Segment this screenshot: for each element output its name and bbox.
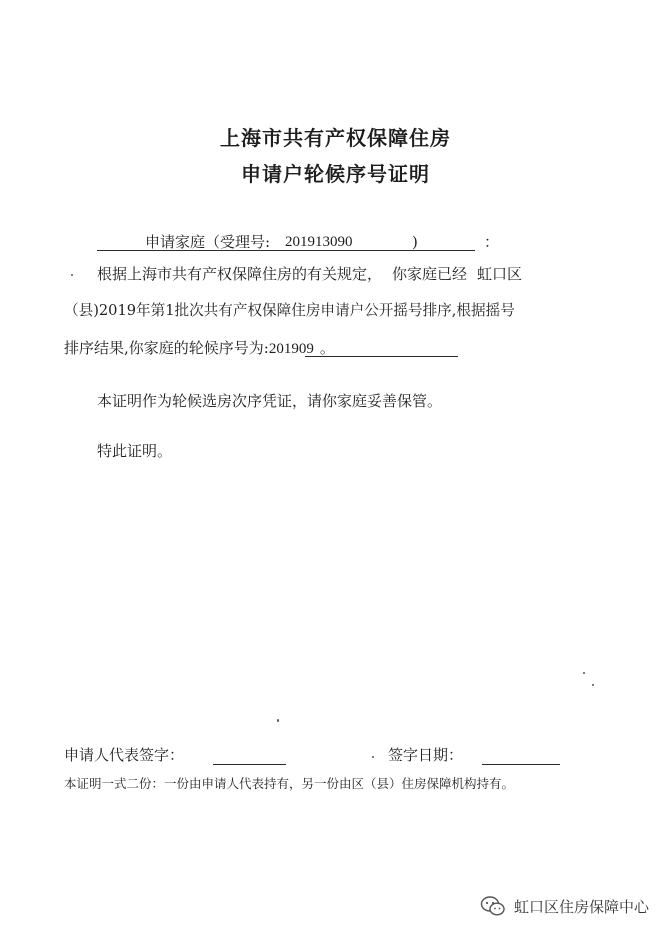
- watermark-text: 虹口区住房保障中心: [514, 897, 650, 916]
- wechat-icon: [480, 895, 506, 917]
- para1-line1: [97, 263, 522, 285]
- queue-underline: [305, 356, 458, 357]
- para1-text-c: 排序结果,你家庭的轮候序号为:: [64, 339, 269, 357]
- addressee-prefix: 申请家庭（受理号:: [145, 233, 271, 251]
- para1-text-a: 根据上海市共有产权保障住房的有关规定，: [97, 265, 383, 283]
- queue-period: 。: [319, 339, 335, 357]
- addressee-colon: ：: [484, 233, 500, 251]
- footnote: 本证明一式二份：一份由申请人代表持有，另一份由区（县）住房保障机构持有。: [64, 776, 515, 791]
- document-title: 上海市共有产权保障住房: [220, 126, 451, 150]
- scan-speck: [583, 672, 585, 674]
- addressee-close: ): [412, 233, 418, 251]
- para1-text-b: 你家庭已经: [392, 265, 468, 283]
- date-underline: [482, 764, 560, 765]
- para3: 特此证明。: [97, 442, 173, 460]
- date-label: 签字日期：: [388, 746, 464, 764]
- scan-speck: [592, 684, 594, 686]
- signature-label: 申请人代表签字：: [64, 746, 185, 764]
- scan-speck: [277, 719, 279, 722]
- para2: 本证明作为轮候选房次序凭证，请你家庭妥善保管。: [97, 392, 443, 410]
- scan-speck: [372, 756, 374, 758]
- para1-line2: （县)2019年第1批次共有产权保障住房申请户公开摇号排序,根据摇号: [64, 302, 515, 319]
- para1-line3: [64, 337, 335, 360]
- watermark: [480, 893, 649, 919]
- acceptance-number: 201913090: [285, 234, 353, 250]
- signature-underline: [213, 764, 286, 765]
- scan-speck: [71, 274, 73, 276]
- district-value: 虹口区: [477, 265, 523, 283]
- queue-number: 201909: [268, 341, 314, 357]
- document-subtitle: 申请户轮候序号证明: [241, 162, 430, 186]
